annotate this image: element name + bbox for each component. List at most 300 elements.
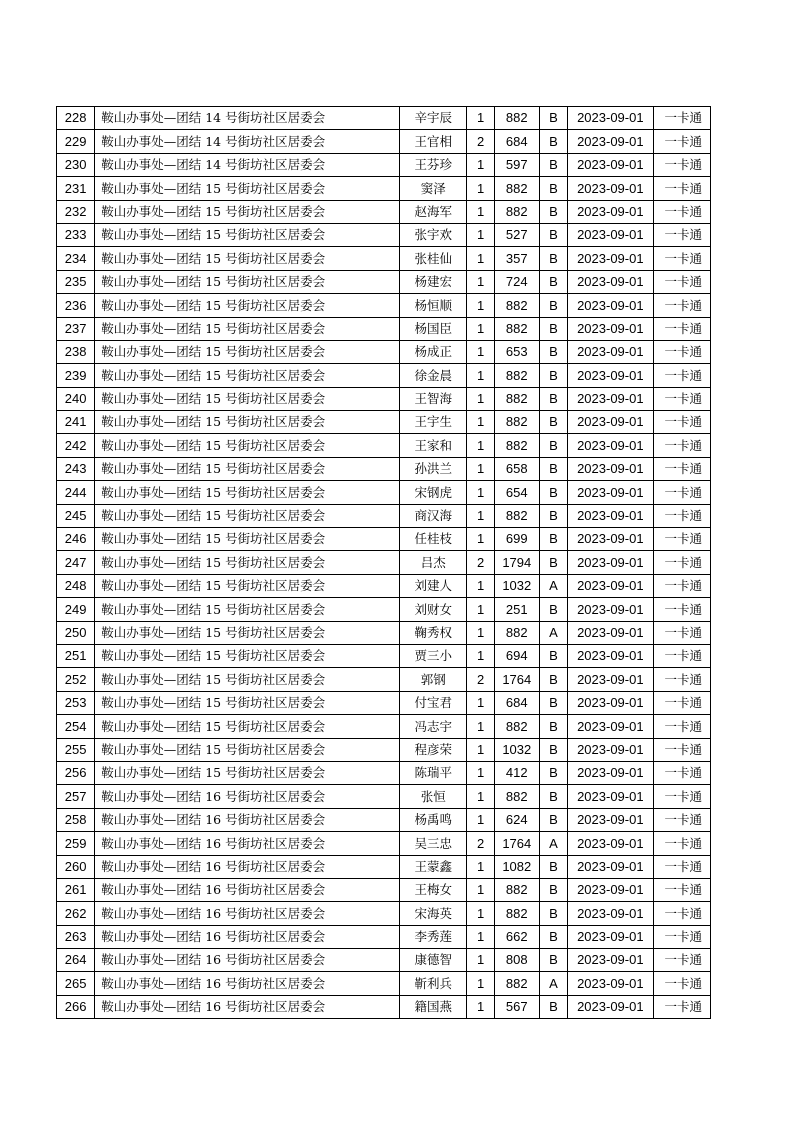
cell-quantity: 1 — [467, 949, 494, 972]
cell-name: 郭钢 — [400, 668, 467, 691]
cell-unit: 鞍山办事处—团结 15 号街坊社区居委会 — [95, 177, 400, 200]
cell-number: 232 — [57, 200, 95, 223]
cell-name: 张恒 — [400, 785, 467, 808]
cell-number: 229 — [57, 130, 95, 153]
table-row — [57, 528, 711, 551]
cell-number: 258 — [57, 808, 95, 831]
cell-quantity: 1 — [467, 644, 494, 667]
cell-quantity: 2 — [467, 130, 494, 153]
cell-date: 2023-09-01 — [568, 177, 654, 200]
cell-payment-method: 一卡通 — [653, 481, 710, 504]
cell-date: 2023-09-01 — [568, 528, 654, 551]
cell-number: 241 — [57, 411, 95, 434]
cell-payment-method: 一卡通 — [653, 785, 710, 808]
cell-number: 265 — [57, 972, 95, 995]
cell-quantity: 2 — [467, 668, 494, 691]
table-row — [57, 691, 711, 714]
cell-name: 杨成正 — [400, 340, 467, 363]
cell-number: 254 — [57, 715, 95, 738]
cell-payment-method: 一卡通 — [653, 574, 710, 597]
cell-amount: 882 — [494, 177, 539, 200]
table-row — [57, 317, 711, 340]
cell-name: 商汉海 — [400, 504, 467, 527]
cell-grade: B — [539, 364, 567, 387]
cell-quantity: 1 — [467, 972, 494, 995]
cell-name: 王蒙鑫 — [400, 855, 467, 878]
cell-number: 235 — [57, 270, 95, 293]
cell-payment-method: 一卡通 — [653, 130, 710, 153]
table-row — [57, 294, 711, 317]
cell-grade: A — [539, 574, 567, 597]
table-row — [57, 878, 711, 901]
cell-amount: 357 — [494, 247, 539, 270]
cell-date: 2023-09-01 — [568, 621, 654, 644]
cell-amount: 882 — [494, 107, 539, 130]
cell-number: 263 — [57, 925, 95, 948]
cell-payment-method: 一卡通 — [653, 598, 710, 621]
cell-payment-method: 一卡通 — [653, 223, 710, 246]
cell-amount: 694 — [494, 644, 539, 667]
cell-date: 2023-09-01 — [568, 972, 654, 995]
table-row — [57, 247, 711, 270]
cell-quantity: 1 — [467, 364, 494, 387]
cell-number: 249 — [57, 598, 95, 621]
cell-amount: 1032 — [494, 574, 539, 597]
cell-quantity: 1 — [467, 808, 494, 831]
cell-amount: 654 — [494, 481, 539, 504]
cell-date: 2023-09-01 — [568, 995, 654, 1018]
cell-name: 王家和 — [400, 434, 467, 457]
cell-quantity: 1 — [467, 691, 494, 714]
cell-name: 杨建宏 — [400, 270, 467, 293]
cell-grade: B — [539, 715, 567, 738]
cell-name: 刘财女 — [400, 598, 467, 621]
cell-date: 2023-09-01 — [568, 387, 654, 410]
cell-date: 2023-09-01 — [568, 504, 654, 527]
cell-date: 2023-09-01 — [568, 153, 654, 176]
table-row — [57, 387, 711, 410]
cell-quantity: 1 — [467, 294, 494, 317]
cell-quantity: 2 — [467, 832, 494, 855]
cell-grade: B — [539, 294, 567, 317]
cell-number: 259 — [57, 832, 95, 855]
table-row — [57, 972, 711, 995]
cell-number: 234 — [57, 247, 95, 270]
cell-grade: B — [539, 130, 567, 153]
cell-name: 程彦荣 — [400, 738, 467, 761]
cell-grade: B — [539, 808, 567, 831]
cell-unit: 鞍山办事处—团结 15 号街坊社区居委会 — [95, 223, 400, 246]
cell-number: 260 — [57, 855, 95, 878]
cell-amount: 1764 — [494, 668, 539, 691]
cell-payment-method: 一卡通 — [653, 878, 710, 901]
cell-amount: 684 — [494, 691, 539, 714]
cell-date: 2023-09-01 — [568, 574, 654, 597]
cell-number: 244 — [57, 481, 95, 504]
cell-quantity: 1 — [467, 247, 494, 270]
cell-unit: 鞍山办事处—团结 15 号街坊社区居委会 — [95, 411, 400, 434]
cell-amount: 882 — [494, 434, 539, 457]
table-row — [57, 504, 711, 527]
cell-grade: B — [539, 551, 567, 574]
cell-amount: 808 — [494, 949, 539, 972]
cell-quantity: 1 — [467, 411, 494, 434]
cell-date: 2023-09-01 — [568, 761, 654, 784]
cell-payment-method: 一卡通 — [653, 551, 710, 574]
cell-grade: B — [539, 411, 567, 434]
cell-date: 2023-09-01 — [568, 130, 654, 153]
table-row — [57, 761, 711, 784]
cell-amount: 882 — [494, 411, 539, 434]
cell-name: 李秀莲 — [400, 925, 467, 948]
cell-unit: 鞍山办事处—团结 15 号街坊社区居委会 — [95, 457, 400, 480]
cell-grade: B — [539, 270, 567, 293]
table-row — [57, 715, 711, 738]
cell-date: 2023-09-01 — [568, 434, 654, 457]
cell-date: 2023-09-01 — [568, 598, 654, 621]
cell-payment-method: 一卡通 — [653, 317, 710, 340]
cell-number: 243 — [57, 457, 95, 480]
cell-name: 籍国燕 — [400, 995, 467, 1018]
cell-payment-method: 一卡通 — [653, 107, 710, 130]
cell-number: 252 — [57, 668, 95, 691]
cell-date: 2023-09-01 — [568, 457, 654, 480]
cell-quantity: 1 — [467, 995, 494, 1018]
cell-grade: B — [539, 644, 567, 667]
cell-amount: 412 — [494, 761, 539, 784]
cell-grade: B — [539, 855, 567, 878]
data-table — [56, 106, 711, 1019]
cell-name: 康德智 — [400, 949, 467, 972]
cell-unit: 鞍山办事处—团结 14 号街坊社区居委会 — [95, 130, 400, 153]
cell-unit: 鞍山办事处—团结 15 号街坊社区居委会 — [95, 644, 400, 667]
table-row — [57, 598, 711, 621]
cell-unit: 鞍山办事处—团结 15 号街坊社区居委会 — [95, 294, 400, 317]
cell-quantity: 1 — [467, 761, 494, 784]
table-row — [57, 200, 711, 223]
cell-name: 王芬珍 — [400, 153, 467, 176]
cell-grade: B — [539, 528, 567, 551]
cell-quantity: 1 — [467, 107, 494, 130]
table-row — [57, 644, 711, 667]
cell-date: 2023-09-01 — [568, 364, 654, 387]
cell-quantity: 1 — [467, 528, 494, 551]
table-row — [57, 738, 711, 761]
cell-number: 233 — [57, 223, 95, 246]
cell-grade: B — [539, 785, 567, 808]
table-row — [57, 457, 711, 480]
cell-date: 2023-09-01 — [568, 294, 654, 317]
cell-number: 230 — [57, 153, 95, 176]
cell-name: 靳利兵 — [400, 972, 467, 995]
cell-unit: 鞍山办事处—团结 16 号街坊社区居委会 — [95, 785, 400, 808]
cell-quantity: 1 — [467, 925, 494, 948]
table-row — [57, 832, 711, 855]
cell-amount: 653 — [494, 340, 539, 363]
cell-grade: B — [539, 738, 567, 761]
cell-quantity: 1 — [467, 785, 494, 808]
cell-date: 2023-09-01 — [568, 551, 654, 574]
cell-name: 杨国臣 — [400, 317, 467, 340]
cell-name: 宋海英 — [400, 902, 467, 925]
cell-date: 2023-09-01 — [568, 411, 654, 434]
cell-payment-method: 一卡通 — [653, 761, 710, 784]
cell-amount: 882 — [494, 387, 539, 410]
cell-payment-method: 一卡通 — [653, 364, 710, 387]
cell-unit: 鞍山办事处—团结 15 号街坊社区居委会 — [95, 317, 400, 340]
cell-unit: 鞍山办事处—团结 15 号街坊社区居委会 — [95, 738, 400, 761]
cell-number: 239 — [57, 364, 95, 387]
table-row — [57, 177, 711, 200]
cell-number: 253 — [57, 691, 95, 714]
cell-name: 窦泽 — [400, 177, 467, 200]
cell-grade: B — [539, 223, 567, 246]
cell-grade: B — [539, 247, 567, 270]
cell-name: 宋钢虎 — [400, 481, 467, 504]
cell-name: 王智海 — [400, 387, 467, 410]
cell-payment-method: 一卡通 — [653, 644, 710, 667]
cell-name: 杨恒顺 — [400, 294, 467, 317]
cell-unit: 鞍山办事处—团结 15 号街坊社区居委会 — [95, 270, 400, 293]
cell-payment-method: 一卡通 — [653, 972, 710, 995]
table-row — [57, 551, 711, 574]
cell-number: 242 — [57, 434, 95, 457]
cell-date: 2023-09-01 — [568, 785, 654, 808]
cell-amount: 527 — [494, 223, 539, 246]
cell-number: 245 — [57, 504, 95, 527]
cell-date: 2023-09-01 — [568, 949, 654, 972]
cell-number: 231 — [57, 177, 95, 200]
cell-amount: 699 — [494, 528, 539, 551]
cell-amount: 724 — [494, 270, 539, 293]
cell-payment-method: 一卡通 — [653, 294, 710, 317]
cell-amount: 882 — [494, 621, 539, 644]
cell-grade: A — [539, 972, 567, 995]
cell-amount: 662 — [494, 925, 539, 948]
table-row — [57, 574, 711, 597]
cell-grade: B — [539, 457, 567, 480]
cell-grade: B — [539, 504, 567, 527]
table-row — [57, 270, 711, 293]
cell-unit: 鞍山办事处—团结 16 号街坊社区居委会 — [95, 995, 400, 1018]
cell-name: 吕杰 — [400, 551, 467, 574]
cell-unit: 鞍山办事处—团结 16 号街坊社区居委会 — [95, 972, 400, 995]
cell-unit: 鞍山办事处—团结 16 号街坊社区居委会 — [95, 878, 400, 901]
cell-amount: 624 — [494, 808, 539, 831]
cell-quantity: 1 — [467, 574, 494, 597]
cell-grade: B — [539, 317, 567, 340]
cell-number: 261 — [57, 878, 95, 901]
cell-quantity: 1 — [467, 598, 494, 621]
cell-date: 2023-09-01 — [568, 902, 654, 925]
cell-number: 250 — [57, 621, 95, 644]
table-row — [57, 223, 711, 246]
cell-unit: 鞍山办事处—团结 15 号街坊社区居委会 — [95, 364, 400, 387]
cell-unit: 鞍山办事处—团结 15 号街坊社区居委会 — [95, 481, 400, 504]
cell-payment-method: 一卡通 — [653, 902, 710, 925]
cell-unit: 鞍山办事处—团结 15 号街坊社区居委会 — [95, 247, 400, 270]
cell-number: 240 — [57, 387, 95, 410]
cell-name: 张桂仙 — [400, 247, 467, 270]
cell-quantity: 1 — [467, 738, 494, 761]
cell-grade: B — [539, 598, 567, 621]
cell-unit: 鞍山办事处—团结 15 号街坊社区居委会 — [95, 574, 400, 597]
cell-date: 2023-09-01 — [568, 200, 654, 223]
cell-quantity: 1 — [467, 902, 494, 925]
cell-quantity: 1 — [467, 878, 494, 901]
cell-unit: 鞍山办事处—团结 15 号街坊社区居委会 — [95, 387, 400, 410]
cell-unit: 鞍山办事处—团结 16 号街坊社区居委会 — [95, 949, 400, 972]
cell-grade: B — [539, 995, 567, 1018]
cell-date: 2023-09-01 — [568, 644, 654, 667]
cell-quantity: 1 — [467, 855, 494, 878]
cell-amount: 882 — [494, 294, 539, 317]
cell-grade: B — [539, 200, 567, 223]
cell-name: 王宇生 — [400, 411, 467, 434]
table-row — [57, 668, 711, 691]
table-row — [57, 340, 711, 363]
cell-unit: 鞍山办事处—团结 15 号街坊社区居委会 — [95, 715, 400, 738]
cell-date: 2023-09-01 — [568, 270, 654, 293]
cell-date: 2023-09-01 — [568, 668, 654, 691]
table-row — [57, 411, 711, 434]
table-row — [57, 808, 711, 831]
table-row — [57, 153, 711, 176]
cell-quantity: 2 — [467, 551, 494, 574]
cell-payment-method: 一卡通 — [653, 457, 710, 480]
cell-amount: 1764 — [494, 832, 539, 855]
table-row — [57, 785, 711, 808]
cell-number: 248 — [57, 574, 95, 597]
cell-payment-method: 一卡通 — [653, 153, 710, 176]
cell-payment-method: 一卡通 — [653, 528, 710, 551]
cell-payment-method: 一卡通 — [653, 621, 710, 644]
cell-name: 陈瑞平 — [400, 761, 467, 784]
cell-unit: 鞍山办事处—团结 15 号街坊社区居委会 — [95, 691, 400, 714]
cell-number: 246 — [57, 528, 95, 551]
table-row — [57, 855, 711, 878]
cell-amount: 882 — [494, 878, 539, 901]
table-row — [57, 364, 711, 387]
cell-quantity: 1 — [467, 270, 494, 293]
cell-payment-method: 一卡通 — [653, 808, 710, 831]
cell-quantity: 1 — [467, 153, 494, 176]
cell-date: 2023-09-01 — [568, 715, 654, 738]
cell-amount: 251 — [494, 598, 539, 621]
cell-grade: B — [539, 949, 567, 972]
cell-grade: B — [539, 691, 567, 714]
table-row — [57, 107, 711, 130]
cell-number: 257 — [57, 785, 95, 808]
cell-unit: 鞍山办事处—团结 15 号街坊社区居委会 — [95, 504, 400, 527]
cell-payment-method: 一卡通 — [653, 340, 710, 363]
cell-date: 2023-09-01 — [568, 340, 654, 363]
cell-grade: B — [539, 481, 567, 504]
cell-unit: 鞍山办事处—团结 16 号街坊社区居委会 — [95, 855, 400, 878]
cell-amount: 882 — [494, 785, 539, 808]
cell-unit: 鞍山办事处—团结 15 号街坊社区居委会 — [95, 621, 400, 644]
cell-quantity: 1 — [467, 340, 494, 363]
cell-quantity: 1 — [467, 317, 494, 340]
cell-unit: 鞍山办事处—团结 16 号街坊社区居委会 — [95, 808, 400, 831]
cell-amount: 567 — [494, 995, 539, 1018]
cell-grade: A — [539, 621, 567, 644]
cell-name: 杨禹鸣 — [400, 808, 467, 831]
table-row — [57, 902, 711, 925]
cell-unit: 鞍山办事处—团结 15 号街坊社区居委会 — [95, 528, 400, 551]
cell-number: 228 — [57, 107, 95, 130]
cell-payment-method: 一卡通 — [653, 247, 710, 270]
cell-date: 2023-09-01 — [568, 855, 654, 878]
cell-date: 2023-09-01 — [568, 223, 654, 246]
cell-payment-method: 一卡通 — [653, 715, 710, 738]
cell-grade: B — [539, 668, 567, 691]
cell-unit: 鞍山办事处—团结 15 号街坊社区居委会 — [95, 200, 400, 223]
cell-name: 冯志宇 — [400, 715, 467, 738]
cell-quantity: 1 — [467, 387, 494, 410]
cell-grade: B — [539, 340, 567, 363]
cell-payment-method: 一卡通 — [653, 177, 710, 200]
cell-amount: 882 — [494, 504, 539, 527]
table-row — [57, 434, 711, 457]
cell-name: 徐金晨 — [400, 364, 467, 387]
cell-name: 王梅女 — [400, 878, 467, 901]
table-body — [57, 107, 711, 1019]
cell-grade: B — [539, 878, 567, 901]
cell-amount: 1082 — [494, 855, 539, 878]
cell-name: 刘建人 — [400, 574, 467, 597]
cell-quantity: 1 — [467, 481, 494, 504]
table-row — [57, 130, 711, 153]
cell-payment-method: 一卡通 — [653, 949, 710, 972]
cell-unit: 鞍山办事处—团结 15 号街坊社区居委会 — [95, 598, 400, 621]
cell-amount: 1794 — [494, 551, 539, 574]
cell-number: 247 — [57, 551, 95, 574]
cell-unit: 鞍山办事处—团结 14 号街坊社区居委会 — [95, 153, 400, 176]
cell-name: 吴三忠 — [400, 832, 467, 855]
cell-number: 236 — [57, 294, 95, 317]
cell-name: 贾三小 — [400, 644, 467, 667]
cell-date: 2023-09-01 — [568, 691, 654, 714]
cell-number: 238 — [57, 340, 95, 363]
cell-grade: B — [539, 925, 567, 948]
cell-payment-method: 一卡通 — [653, 925, 710, 948]
cell-unit: 鞍山办事处—团结 16 号街坊社区居委会 — [95, 925, 400, 948]
cell-date: 2023-09-01 — [568, 878, 654, 901]
cell-grade: B — [539, 761, 567, 784]
cell-date: 2023-09-01 — [568, 808, 654, 831]
cell-quantity: 1 — [467, 457, 494, 480]
cell-date: 2023-09-01 — [568, 738, 654, 761]
cell-amount: 882 — [494, 972, 539, 995]
cell-payment-method: 一卡通 — [653, 668, 710, 691]
table-row — [57, 995, 711, 1018]
cell-unit: 鞍山办事处—团结 15 号街坊社区居委会 — [95, 434, 400, 457]
cell-quantity: 1 — [467, 504, 494, 527]
cell-grade: A — [539, 832, 567, 855]
table-row — [57, 481, 711, 504]
cell-amount: 882 — [494, 200, 539, 223]
cell-number: 266 — [57, 995, 95, 1018]
cell-grade: B — [539, 107, 567, 130]
table-row — [57, 621, 711, 644]
cell-name: 任桂枝 — [400, 528, 467, 551]
cell-amount: 684 — [494, 130, 539, 153]
cell-number: 264 — [57, 949, 95, 972]
cell-amount: 658 — [494, 457, 539, 480]
cell-payment-method: 一卡通 — [653, 855, 710, 878]
cell-payment-method: 一卡通 — [653, 832, 710, 855]
